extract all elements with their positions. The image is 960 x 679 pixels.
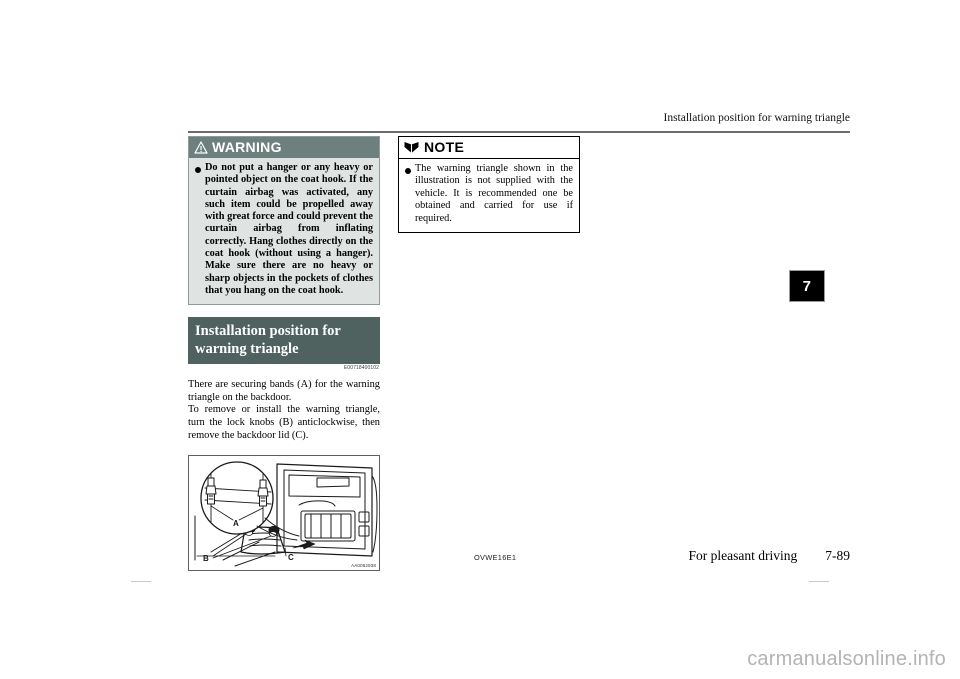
section-reference-code: E00718400102: [343, 365, 379, 372]
warning-body: [189, 158, 379, 304]
left-column: [188, 136, 380, 571]
note-body: [399, 159, 579, 232]
note-title: NOTE: [424, 139, 465, 155]
open-book-icon: [404, 141, 419, 154]
footer-section-title: For pleasant driving: [688, 548, 798, 563]
crop-mark-right: [809, 581, 829, 582]
figure-svg: [189, 456, 379, 570]
section-body: [188, 379, 380, 442]
header-rule: [188, 131, 850, 133]
right-column: [398, 136, 580, 233]
warning-box: [188, 136, 380, 305]
bullet-dot-icon: [195, 167, 201, 173]
figure-callout-a: A: [233, 519, 239, 529]
section-paragraph-1: There are securing bands (A) for the warning triangle on the backdoor.: [188, 379, 380, 403]
figure-callout-b: B: [203, 554, 209, 564]
figure-code: AA0062938: [351, 563, 376, 569]
crop-mark-left: [131, 581, 151, 582]
warning-text: Do not put a hanger or any heavy or pointed object on the coat hook. If the curtain airbag was activated, any such item could be propelled away with great force and could prevent the curtain airbag from inflating correctly. Hang clothes directly on the coat hook (without using a hanger). Make sure there are no heavy or sharp objects in the pockets of clothes that you hang on the coat hook.: [205, 162, 373, 296]
section-paragraph-2: To remove or install the warning triangle, turn the lock knobs (B) anticlockwise, then remove the backdoor lid (C).: [188, 404, 380, 441]
note-header: [399, 137, 579, 159]
page-header-title: Installation position for warning triangle: [663, 112, 850, 124]
warning-title: WARNING: [212, 139, 282, 155]
figure-backdoor-illustration: [188, 455, 380, 571]
footer-document-code: OVWE16E1: [474, 553, 517, 562]
chapter-tab: 7: [789, 270, 825, 302]
bullet-dot-icon: [405, 168, 411, 174]
footer-page-number: 7-89: [825, 548, 850, 563]
watermark: carmanualsonline.info: [747, 648, 946, 670]
note-text: The warning triangle shown in the illustration is not supplied with the vehicle. It is recommended one be obtained and carried for use if required.: [415, 163, 573, 224]
footer-right: [689, 548, 850, 564]
note-box: [398, 136, 580, 233]
figure-callout-c: C: [288, 553, 294, 563]
section-heading: Installation position for warning triangle: [188, 317, 380, 364]
warning-triangle-icon: [194, 141, 208, 154]
warning-header: [189, 137, 379, 158]
